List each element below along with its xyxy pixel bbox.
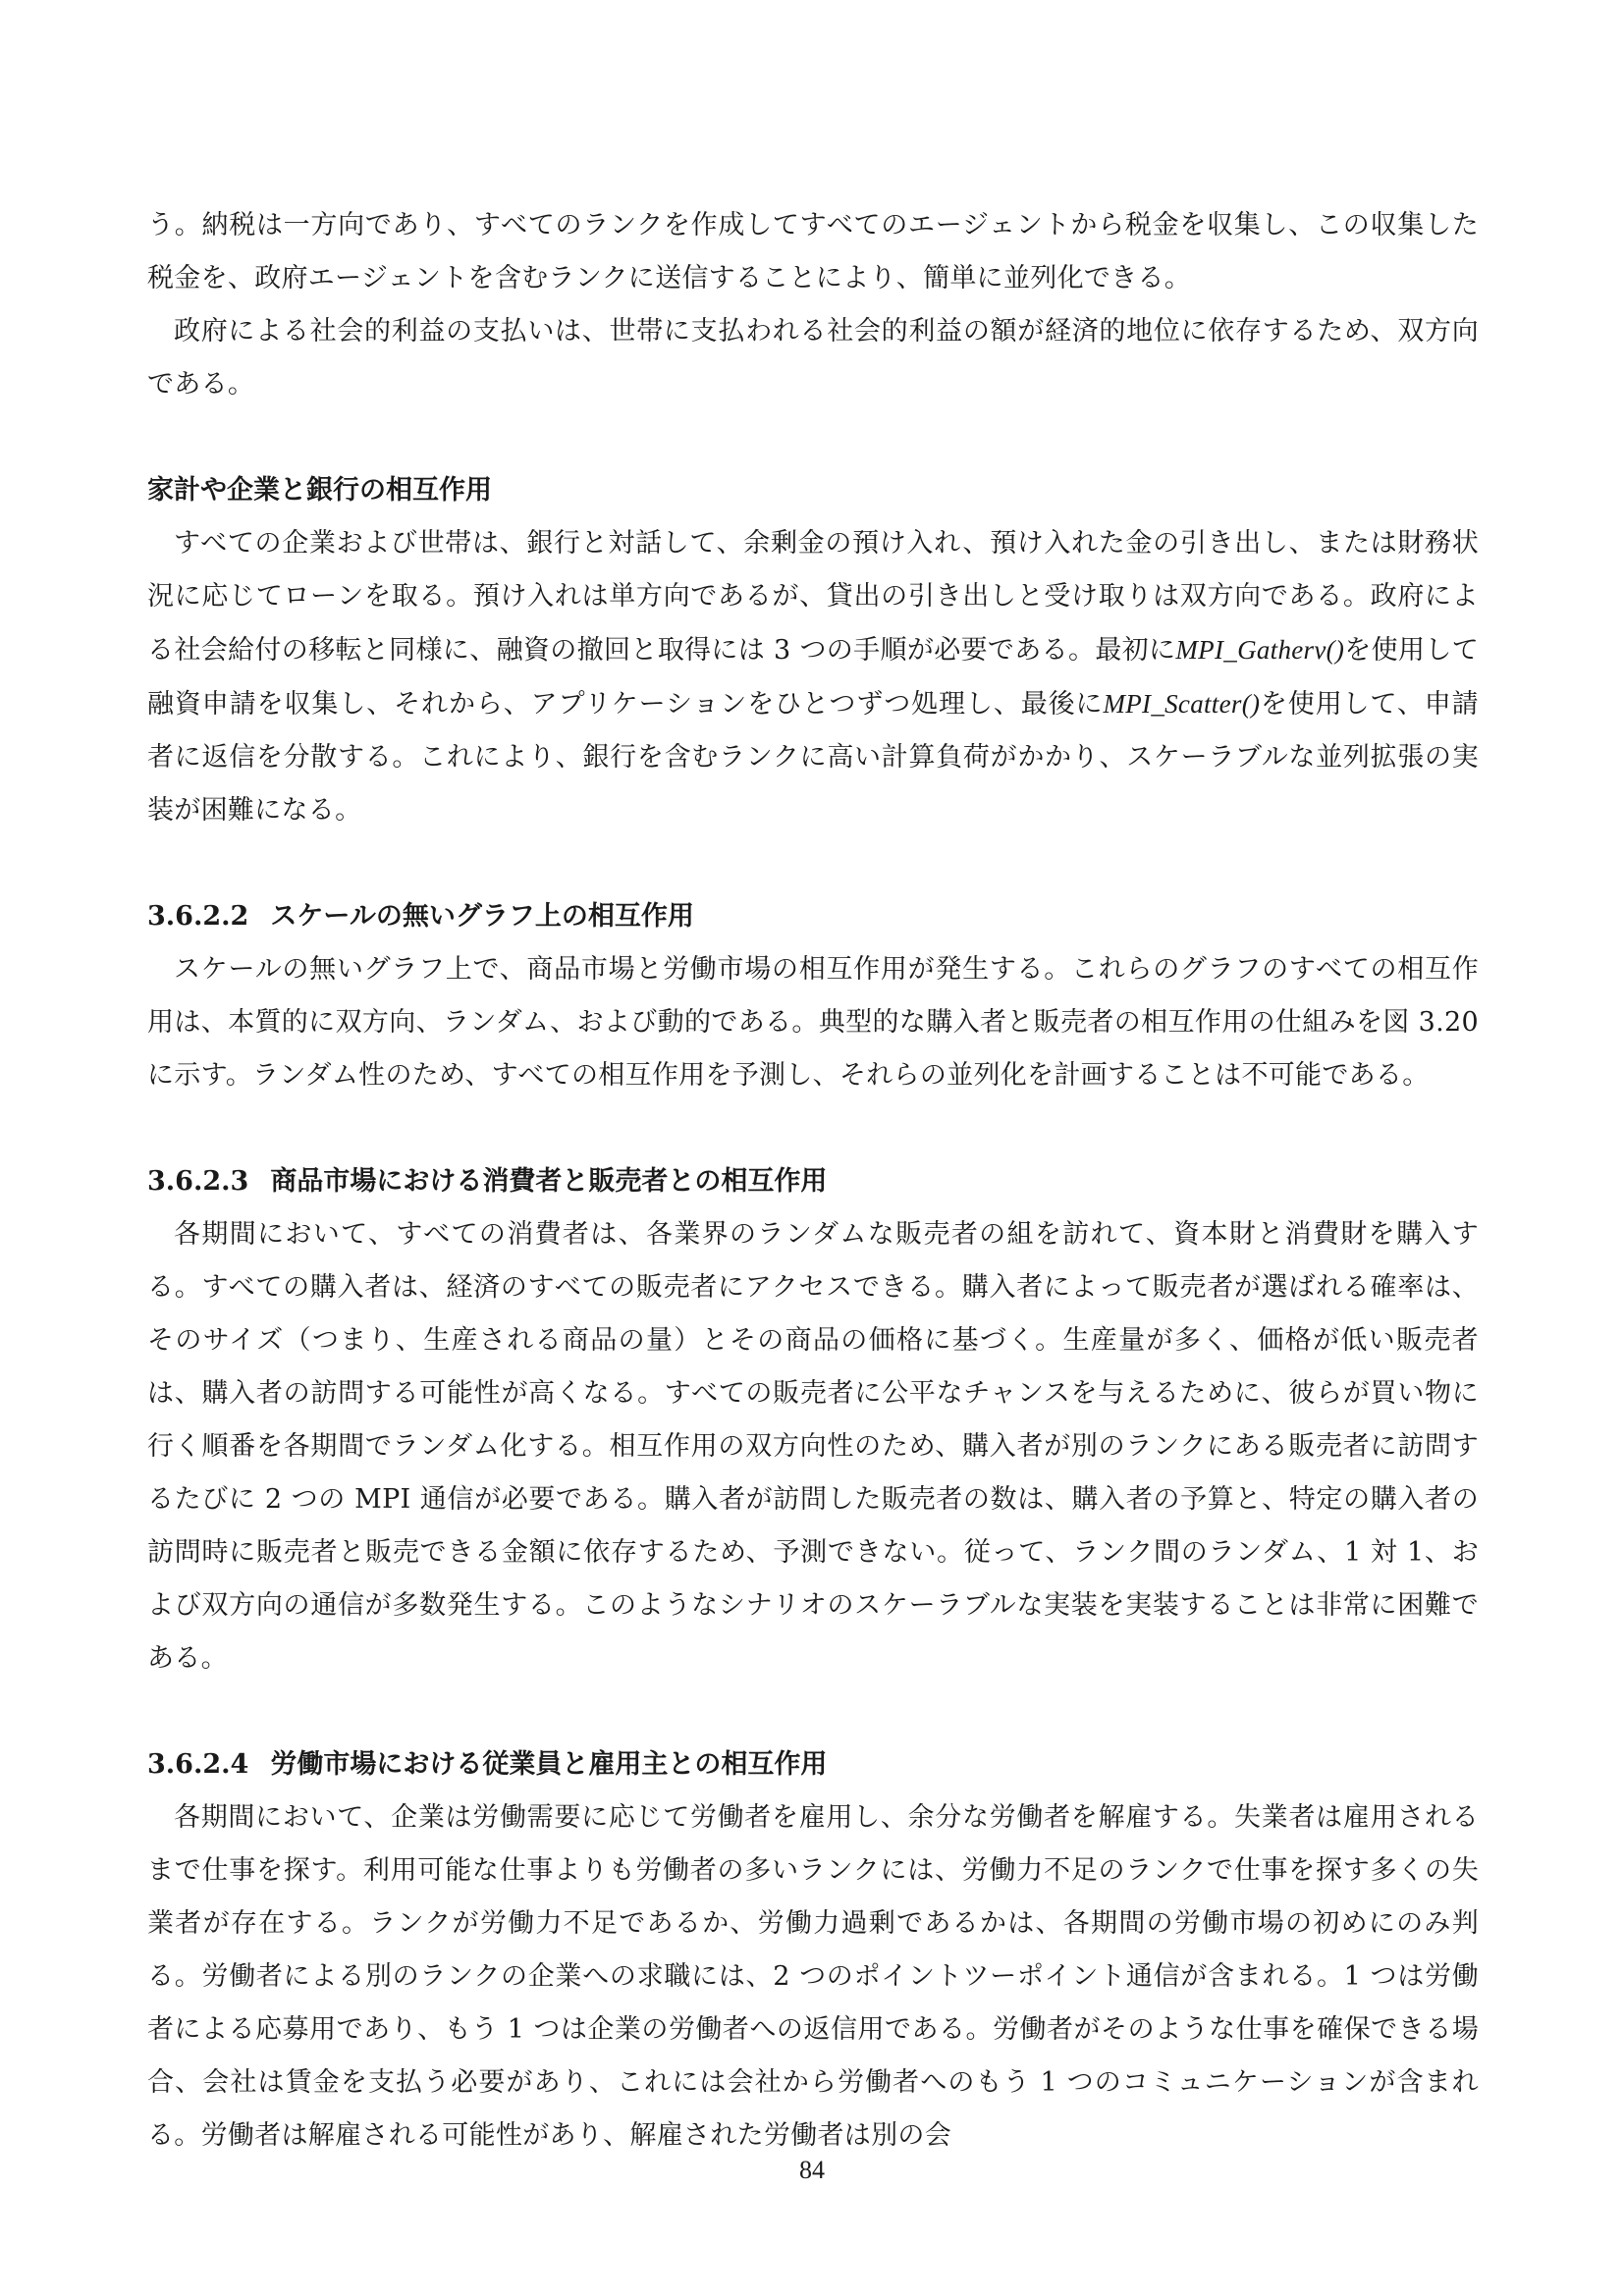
bank-paragraph (147, 517, 1479, 837)
section-heading-bank: 家計や企業と銀行の相互作用 (147, 475, 492, 506)
bank-text-2: を使用して融資申請を収集し、それから、アプリケーションをひとつずつ処理し、最後に (147, 635, 1479, 720)
section-title: 商品市場における消費者と販売者との相互作用 (270, 1166, 828, 1197)
section-3624-paragraph: 各期間において、企業は労働需要に応じて労働者を雇用し、余分な労働者を解雇する。失業者は雇用されるまで仕事を探す。利用可能な仕事よりも労働者の多いランクには、労働力不足のランクで仕事を探す多くの失業者が存在する。ランクが労働力不足であるか、労働力過剰であるかは、各期間の労働市場の初めにのみ判る。労働者による別のランクの企業への求職には、2 つのポイントツーポイント通信が含まれる。1 つは労働者による応募用であり、もう 1 つは企業の労働者への返信用である。労働者がそのような仕事を確保できる場合、会社は賃金を支払う必要があり、これには会社から労働者へのもう 1 つのコミュニケーションが含まれる。労働者は解雇される可能性があり、解雇された労働者は別の会 (147, 1802, 1479, 2151)
page-content (147, 199, 1479, 2163)
section-title: 労働市場における従業員と雇用主との相互作用 (270, 1749, 828, 1780)
function-name-scatter: MPI_Scatter() (1103, 689, 1261, 719)
intro-paragraph-1: う。納税は一方向であり、すべてのランクを作成してすべてのエージェントから税金を収集し、この収集した税金を、政府エージェントを含むランクに送信することにより、簡単に並列化できる。 (147, 210, 1479, 294)
section-title: スケールの無いグラフ上の相互作用 (270, 901, 694, 932)
bank-text-1: すべての企業および世帯は、銀行と対話して、余剰金の預け入れ、預け入れた金の引き出し、または財務状況に応じてローンを取る。預け入れは単方向であるが、貸出の引き出しと受け取りは双方向である。政府による社会給付の移転と同様に、融資の撤回と取得には 3 つの手順が必要である。最初に (147, 528, 1479, 666)
intro-paragraph-2: 政府による社会的利益の支払いは、世帯に支払われる社会的利益の額が経済的地位に依存するため、双方向である。 (147, 316, 1479, 400)
bank-text-3: を使用して、申請者に返信を分散する。これにより、銀行を含むランクに高い計算負荷がかかり、スケーラブルな並列拡張の実装が困難になる。 (147, 689, 1479, 826)
section-number: 3.6.2.2 (147, 901, 249, 932)
section-heading-3623 (147, 1155, 1479, 1208)
function-name-gatherv: MPI_Gatherv() (1175, 635, 1345, 665)
section-heading-3624 (147, 1738, 1479, 1791)
section-number: 3.6.2.4 (147, 1749, 249, 1780)
section-3623-paragraph: 各期間において、すべての消費者は、各業界のランダムな販売者の組を訪れて、資本財と消費財を購入する。すべての購入者は、経済のすべての販売者にアクセスできる。購入者によって販売者が選ばれる確率は、そのサイズ（つまり、生産される商品の量）とその商品の価格に基づく。生産量が多く、価格が低い販売者は、購入者の訪問する可能性が高くなる。すべての販売者に公平なチャンスを与えるために、彼らが買い物に行く順番を各期間でランダム化する。相互作用の双方向性のため、購入者が別のランクにある販売者に訪問するたびに 2 つの MPI 通信が必要である。購入者が訪問した販売者の数は、購入者の予算と、特定の購入者の訪問時に販売者と販売できる金額に依存するため、予測できない。従って、ランク間のランダム、1 対 1、および双方向の通信が多数発生する。このようなシナリオのスケーラブルな実装を実装することは非常に困難である。 (147, 1219, 1479, 1674)
page-number: 84 (799, 2156, 825, 2184)
section-number: 3.6.2.3 (147, 1166, 249, 1197)
section-3622-paragraph: スケールの無いグラフ上で、商品市場と労働市場の相互作用が発生する。これらのグラフのすべての相互作用は、本質的に双方向、ランダム、および動的である。典型的な購入者と販売者の相互作用の仕組みを図 3.20 に示す。ランダム性のため、すべての相互作用を予測し、それらの並列化を計画することは不可能である。 (147, 954, 1479, 1091)
section-heading-3622 (147, 890, 1479, 943)
spacer (147, 1102, 1479, 1155)
spacer (147, 1685, 1479, 1738)
spacer (147, 411, 1479, 464)
spacer (147, 837, 1479, 890)
